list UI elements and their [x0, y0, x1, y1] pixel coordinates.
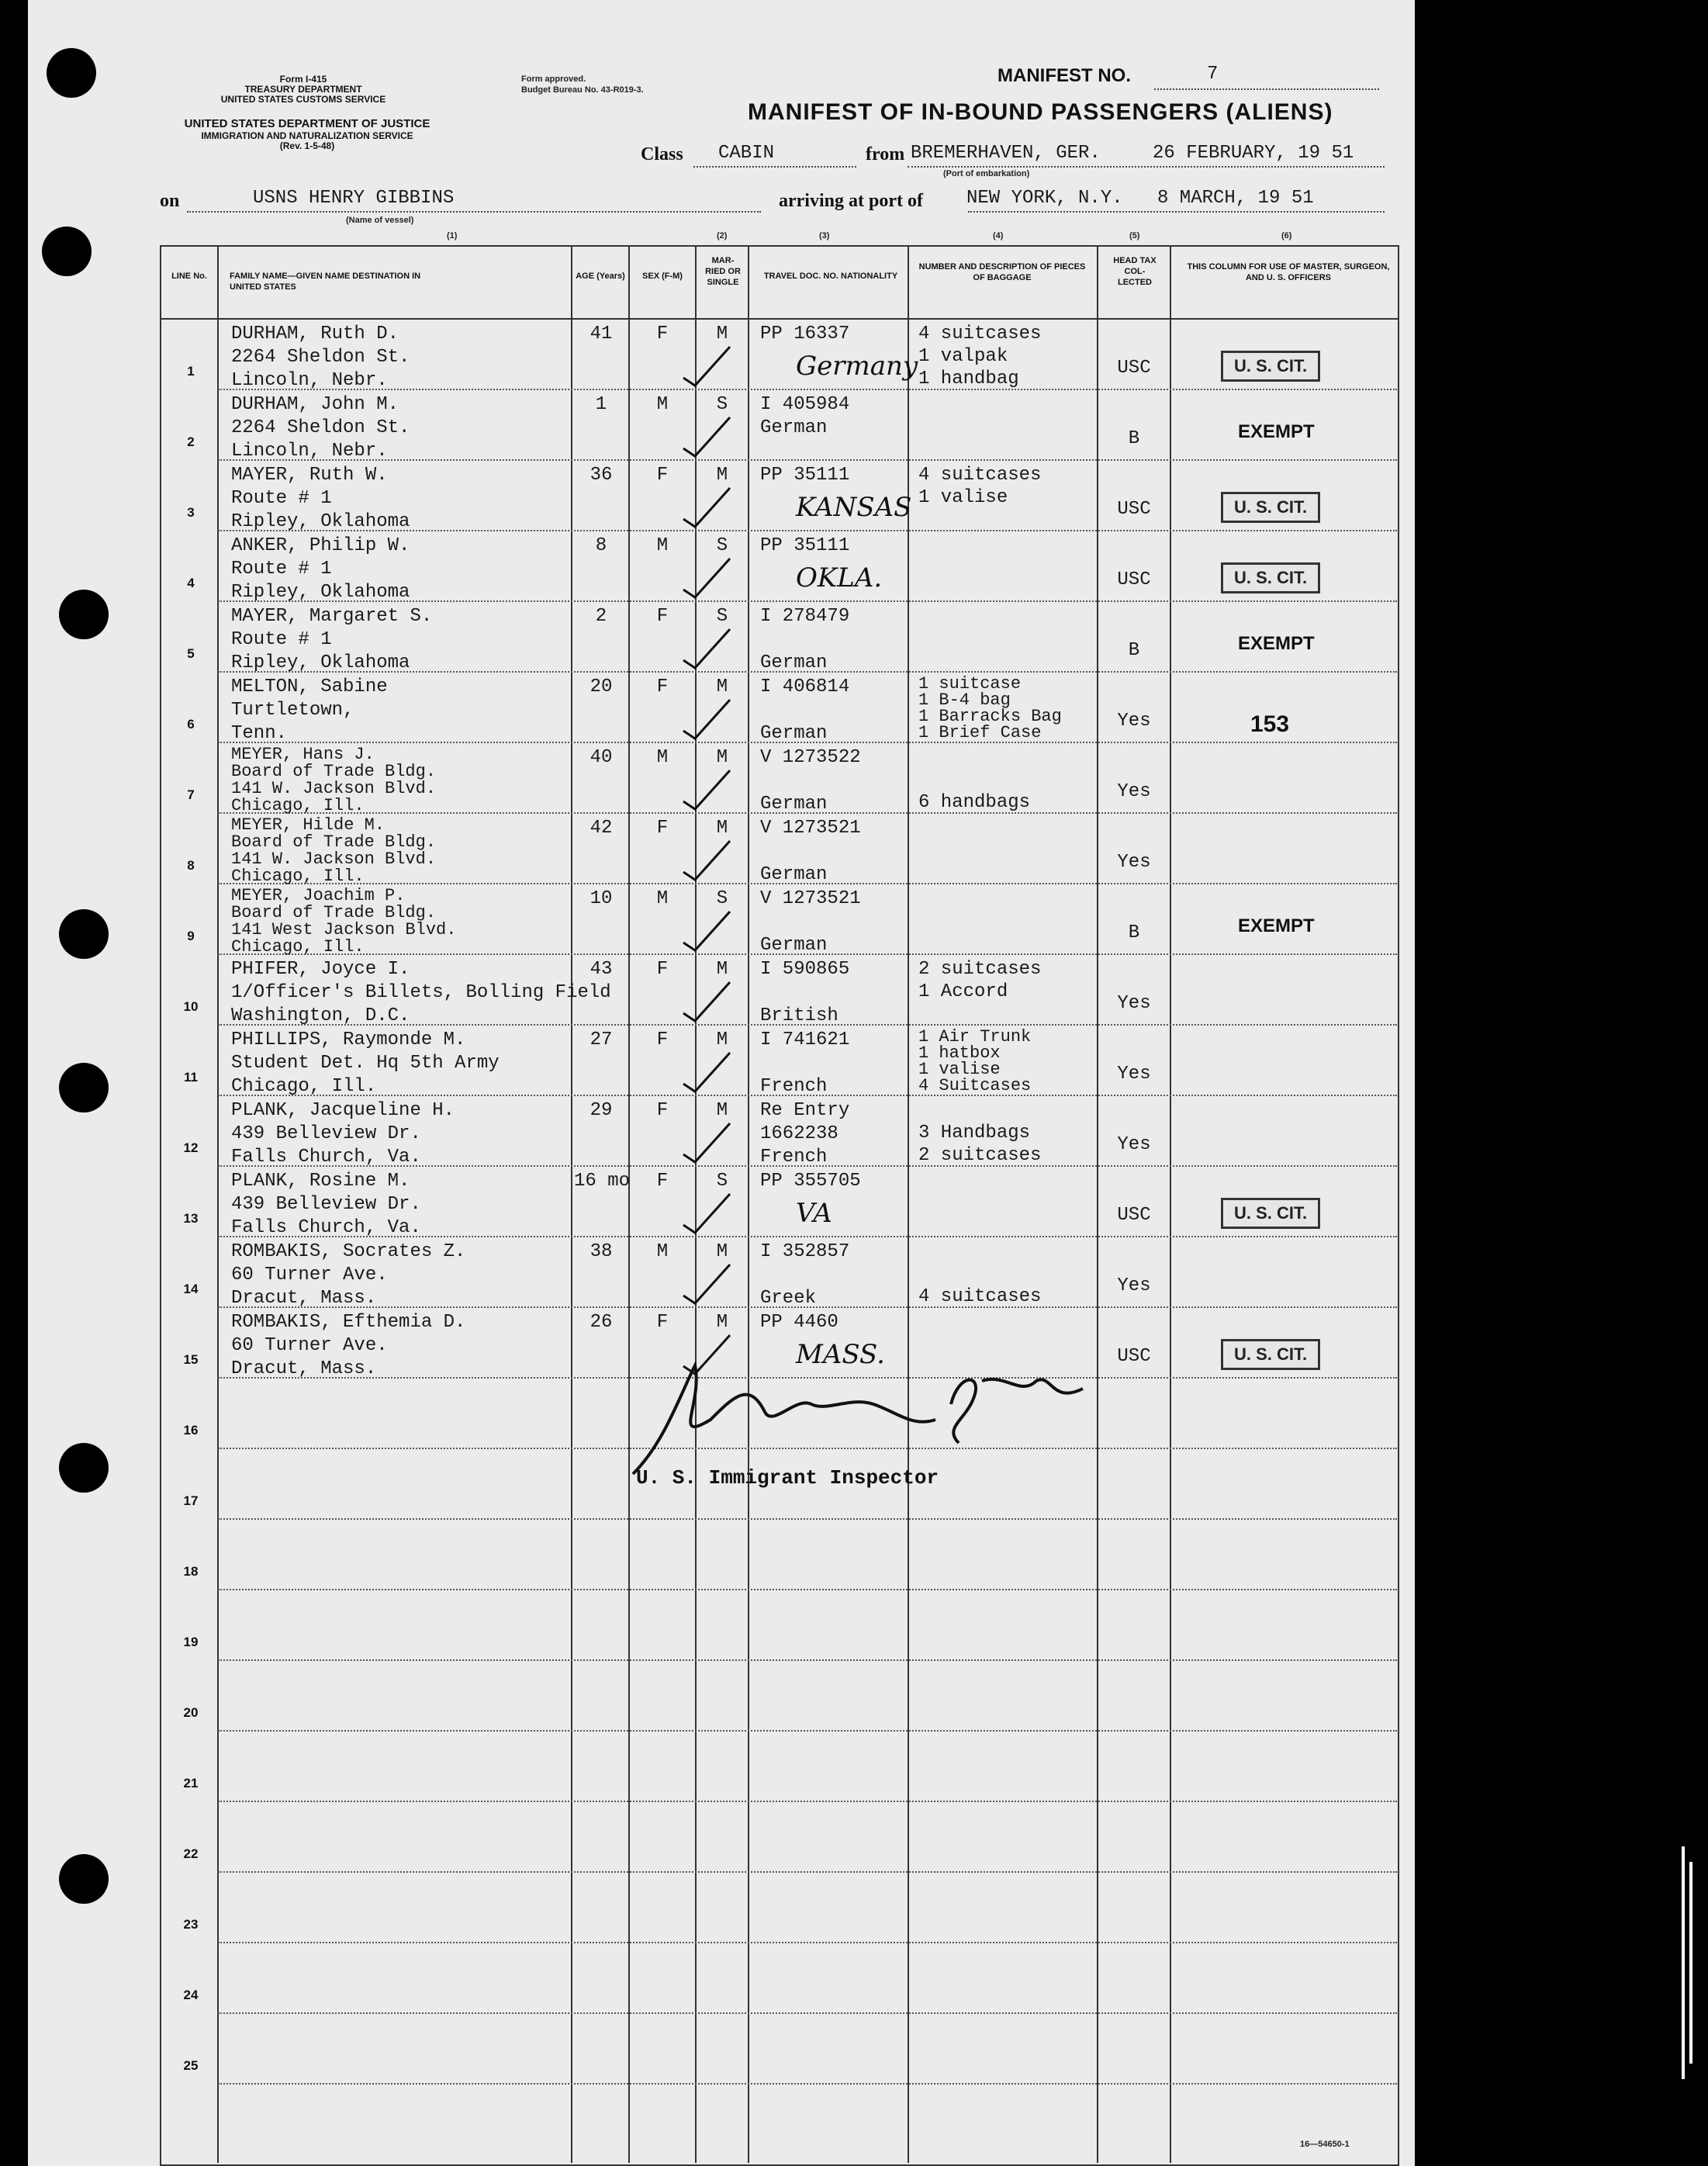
marital-status: M [716, 1100, 728, 1121]
passenger-sex: F [656, 1312, 669, 1333]
travel-document: V 1273521 German [760, 818, 861, 885]
col-baggage: NUMBER AND DESCRIPTION OF PIECES OF BAGGAGE [918, 262, 1086, 282]
line-number: 8 [187, 858, 195, 873]
line-number: 3 [187, 505, 195, 520]
travel-document: I 741621 French [760, 1029, 850, 1097]
marital-status: S [716, 606, 728, 627]
check-mark-icon [679, 978, 734, 1025]
head-tax: Yes [1117, 1275, 1151, 1296]
us-citizen-stamp: U. S. CIT. [1221, 562, 1320, 593]
travel-document: I 406814 German [760, 676, 850, 744]
marital-status: M [716, 1241, 728, 1262]
passenger-sex: F [656, 818, 669, 839]
customs-service: UNITED STATES CUSTOMS SERVICE [220, 94, 386, 106]
marital-status: M [716, 1312, 728, 1333]
embarkation-port: BREMERHAVEN, GER. [911, 143, 1101, 164]
passenger-age: 20 [590, 676, 613, 697]
line-number: 23 [183, 1917, 199, 1932]
passenger-age: 36 [590, 465, 613, 486]
head-tax: USC [1117, 358, 1151, 379]
travel-document: I 352857 Greek [760, 1241, 850, 1309]
col-age: AGE (Years) [576, 272, 625, 281]
row-divider [218, 1518, 1397, 1520]
passenger-name: ROMBAKIS, Socrates Z. 60 Turner Ave. Dracut, Mass. [231, 1241, 466, 1309]
arriving-label: arriving at port of [779, 191, 923, 211]
passenger-name: DURHAM, John M. 2264 Sheldon St. Lincoln, Nebr. [231, 394, 410, 462]
manifest-number: 7 [1207, 64, 1219, 85]
check-mark-icon [679, 837, 734, 884]
travel-document: PP 355705 [760, 1171, 861, 1192]
line-number: 20 [183, 1705, 199, 1720]
passenger-age: 10 [590, 888, 613, 909]
check-mark-icon [679, 1119, 734, 1166]
line-number: 11 [184, 1070, 198, 1085]
passenger-name: PHIFER, Joyce I. 1/Officer's Billets, Bolling Field Washington, D.C. [231, 959, 611, 1026]
handwritten-origin: OKLA. [796, 562, 883, 593]
column-number: (4) [993, 231, 1004, 240]
head-tax: B [1128, 922, 1140, 943]
line-number: 7 [187, 787, 195, 802]
us-citizen-stamp: U. S. CIT. [1221, 1198, 1320, 1229]
line-number: 12 [183, 1140, 199, 1155]
exempt-stamp: EXEMPT [1238, 633, 1315, 654]
binder-hole [59, 1854, 109, 1904]
binder-hole [42, 227, 92, 276]
handwritten-origin: VA [796, 1198, 832, 1229]
line-number: 10 [183, 999, 199, 1014]
passenger-age: 41 [590, 324, 613, 344]
column-number: (5) [1129, 231, 1140, 240]
marital-status: M [716, 324, 728, 344]
col-line-no: LINE No. [171, 272, 207, 281]
passenger-age: 2 [595, 606, 607, 627]
baggage-description: 4 suitcases 1 valpak 1 handbag [918, 324, 1042, 389]
inspector-label: U. S. Immigrant Inspector [636, 1466, 939, 1490]
passenger-name: MEYER, Joachim P. Board of Trade Bldg. 141 West Jackson Blvd. Chicago, Ill. [231, 886, 457, 957]
manifest-no-label: MANIFEST NO. [997, 65, 1131, 86]
baggage-description: 2 suitcases 1 Accord [918, 959, 1042, 1002]
row-divider [218, 1659, 1397, 1661]
marital-status: S [716, 394, 728, 415]
head-tax: Yes [1117, 1064, 1151, 1085]
marital-status: M [716, 959, 728, 980]
travel-document: I 278479 German [760, 606, 850, 673]
head-tax: USC [1117, 1346, 1151, 1367]
check-mark-icon [679, 625, 734, 672]
travel-document: PP 16337 [760, 324, 850, 344]
col-sex: SEX (F-M) [642, 272, 683, 281]
passenger-sex: F [656, 324, 669, 344]
head-tax: USC [1117, 569, 1151, 590]
baggage-description: 1 suitcase 1 B-4 bag 1 Barracks Bag 1 Brief Case [918, 674, 1062, 742]
vessel-name: USNS HENRY GIBBINS [253, 188, 455, 209]
row-divider [218, 2083, 1397, 2085]
passenger-name: PLANK, Jacqueline H. 439 Belleview Dr. Falls Church, Va. [231, 1100, 455, 1168]
col-travel-doc: TRAVEL DOC. NO. NATIONALITY [763, 272, 898, 281]
col-head-tax: HEAD TAX COL-LECTED [1113, 256, 1157, 287]
passenger-sex: F [656, 676, 669, 697]
budget-bureau: Budget Bureau No. 43-R019-3. [521, 85, 644, 95]
marital-status: M [716, 676, 728, 697]
check-mark-icon [679, 343, 734, 389]
line-number: 19 [183, 1635, 199, 1649]
passenger-name: MEYER, Hilde M. Board of Trade Bldg. 141 W. Jackson Blvd. Chicago, Ill. [231, 815, 437, 886]
head-tax: Yes [1117, 781, 1151, 802]
handwritten-origin: KANSAS [796, 492, 912, 523]
check-mark-icon [679, 696, 734, 742]
head-tax: USC [1117, 499, 1151, 520]
marital-status: M [716, 465, 728, 486]
column-number: (1) [447, 231, 458, 240]
binder-hole [59, 590, 109, 639]
baggage-description: 3 Handbags 2 suitcases [918, 1123, 1042, 1166]
head-tax: Yes [1117, 1134, 1151, 1155]
passenger-name: ROMBAKIS, Efthemia D. 60 Turner Ave. Dracut, Mass. [231, 1312, 466, 1379]
col-officers: THIS COLUMN FOR USE OF MASTER, SURGEON, AND U. S. OFFICERS [1187, 262, 1390, 282]
us-citizen-stamp: U. S. CIT. [1221, 492, 1320, 523]
binder-hole [59, 1063, 109, 1112]
row-divider [218, 1589, 1397, 1590]
line-number: 2 [187, 434, 195, 449]
officer-note: 153 [1250, 711, 1290, 737]
binder-hole [59, 909, 109, 959]
vessel-caption: (Name of vessel) [346, 216, 414, 225]
passenger-name: PHILLIPS, Raymonde M. Student Det. Hq 5th Army Chicago, Ill. [231, 1029, 500, 1097]
passenger-name: MAYER, Ruth W. Route # 1 Ripley, Oklahoma [231, 465, 410, 532]
passenger-name: MEYER, Hans J. Board of Trade Bldg. 141 W. Jackson Blvd. Chicago, Ill. [231, 745, 437, 815]
column-number: (6) [1281, 231, 1292, 240]
travel-document: PP 35111 [760, 465, 850, 486]
marital-status: S [716, 1171, 728, 1192]
line-number: 4 [187, 576, 195, 590]
passenger-name: DURHAM, Ruth D. 2264 Sheldon St. Lincoln, Nebr. [231, 324, 410, 391]
head-tax: B [1128, 640, 1140, 661]
immigration-service: IMMIGRATION AND NATURALIZATION SERVICE [201, 130, 413, 141]
passenger-sex: F [656, 959, 669, 980]
column-number: (2) [717, 231, 728, 240]
passenger-sex: F [656, 465, 669, 486]
passenger-age: 29 [590, 1100, 613, 1121]
travel-document: PP 4460 [760, 1312, 838, 1333]
check-mark-icon [679, 766, 734, 813]
passenger-age: 38 [590, 1241, 613, 1262]
head-tax: Yes [1117, 993, 1151, 1014]
check-mark-icon [679, 1261, 734, 1307]
class-value: CABIN [718, 143, 775, 164]
marital-status: M [716, 747, 728, 768]
port-caption: (Port of embarkation) [943, 169, 1030, 178]
from-label: from [866, 144, 905, 164]
marital-status: S [716, 535, 728, 556]
head-tax: Yes [1117, 852, 1151, 873]
line-number: 9 [187, 929, 195, 943]
passenger-age: 42 [590, 818, 613, 839]
column-number: (3) [819, 231, 830, 240]
manifest-page [28, 0, 1415, 2166]
exempt-stamp: EXEMPT [1238, 421, 1315, 442]
passenger-name: MELTON, Sabine Turtletown, Tenn. [231, 676, 388, 744]
line-number: 21 [183, 1776, 199, 1791]
row-divider [218, 1942, 1397, 1943]
row-divider [218, 1871, 1397, 1873]
passenger-sex: F [656, 1171, 669, 1192]
department-of-justice: UNITED STATES DEPARTMENT OF JUSTICE [184, 117, 430, 130]
line-number: 5 [187, 646, 195, 661]
passenger-age: 27 [590, 1029, 613, 1050]
arrival-date: 8 MARCH, 19 51 [1157, 188, 1314, 209]
travel-document: I 590865 British [760, 959, 850, 1026]
manifest-title: MANIFEST OF IN-BOUND PASSENGERS (ALIENS) [748, 99, 1333, 125]
line-number: 16 [183, 1423, 199, 1438]
us-citizen-stamp: U. S. CIT. [1221, 1339, 1320, 1370]
marital-status: S [716, 888, 728, 909]
handwritten-origin: MASS. [796, 1339, 885, 1370]
check-mark-icon [679, 908, 734, 954]
check-mark-icon [679, 413, 734, 460]
row-divider [218, 1801, 1397, 1802]
travel-document: V 1273521 German [760, 888, 861, 956]
baggage-description: 6 handbags [918, 792, 1031, 813]
passenger-sex: M [656, 747, 669, 768]
form-revision: (Rev. 1-5-48) [279, 140, 335, 151]
baggage-description: 1 Air Trunk 1 hatbox 1 valise 4 Suitcases [918, 1027, 1032, 1095]
passenger-sex: F [656, 1029, 669, 1050]
travel-document: I 405984 German [760, 394, 850, 438]
marital-status: M [716, 818, 728, 839]
head-tax: B [1128, 428, 1140, 449]
passenger-name: PLANK, Rosine M. 439 Belleview Dr. Falls Church, Va. [231, 1171, 421, 1238]
line-number: 18 [183, 1564, 199, 1579]
passenger-age: 1 [595, 394, 607, 415]
passenger-name: MAYER, Margaret S. Route # 1 Ripley, Oklahoma [231, 606, 433, 673]
embarkation-date: 26 FEBRUARY, 19 51 [1153, 143, 1354, 164]
line-number: 6 [187, 717, 195, 732]
arrival-port: NEW YORK, N.Y. [966, 188, 1123, 209]
passenger-age: 40 [590, 747, 613, 768]
row-divider [218, 2012, 1397, 2014]
form-code: 16—54650-1 [1300, 2140, 1350, 2149]
us-citizen-stamp: U. S. CIT. [1221, 351, 1320, 382]
check-mark-icon [679, 1190, 734, 1237]
passenger-sex: M [656, 394, 669, 415]
scan-edge-mark [1682, 1846, 1685, 2079]
form-number: Form I-415 [279, 74, 327, 85]
row-divider [218, 1730, 1397, 1732]
passenger-sex: F [656, 1100, 669, 1121]
check-mark-icon [679, 1049, 734, 1095]
head-tax: Yes [1117, 711, 1151, 732]
exempt-stamp: EXEMPT [1238, 915, 1315, 936]
check-mark-icon [679, 555, 734, 601]
check-mark-icon [679, 484, 734, 531]
line-number: 15 [183, 1352, 199, 1367]
travel-document: V 1273522 German [760, 747, 861, 815]
passenger-sex: M [656, 1241, 669, 1262]
passenger-age: 16 mo [574, 1171, 631, 1192]
passenger-sex: F [656, 606, 669, 627]
passenger-name: ANKER, Philip W. Route # 1 Ripley, Oklahoma [231, 535, 410, 603]
line-number: 17 [183, 1493, 199, 1508]
col-married: MAR-RIED OR SINGLE [705, 256, 741, 287]
col-name: FAMILY NAME—GIVEN NAME DESTINATION IN UNITED STATES [230, 272, 421, 292]
travel-document: PP 35111 [760, 535, 850, 556]
baggage-description: 4 suitcases 1 valise [918, 465, 1042, 508]
scan-edge-mark [1689, 1862, 1692, 2064]
handwritten-origin: Germany [796, 351, 918, 382]
form-approved: Form approved. [521, 74, 586, 84]
baggage-description: 4 suitcases [918, 1286, 1042, 1307]
on-label: on [160, 191, 180, 211]
passenger-sex: M [656, 888, 669, 909]
passenger-age: 26 [590, 1312, 613, 1333]
passenger-age: 43 [590, 959, 613, 980]
class-label: Class [641, 144, 683, 164]
marital-status: M [716, 1029, 728, 1050]
line-number: 1 [187, 364, 195, 379]
passenger-age: 8 [595, 535, 607, 556]
binder-hole [47, 48, 96, 98]
line-number: 24 [183, 1988, 199, 2002]
line-number: 22 [183, 1846, 199, 1861]
passenger-sex: M [656, 535, 669, 556]
binder-hole [59, 1443, 109, 1493]
treasury-department: TREASURY DEPARTMENT [244, 84, 362, 95]
line-number: 13 [183, 1211, 199, 1226]
line-number: 25 [183, 2058, 199, 2073]
head-tax: USC [1117, 1205, 1151, 1226]
travel-document: Re Entry 1662238 French [760, 1100, 850, 1168]
line-number: 14 [183, 1282, 199, 1296]
